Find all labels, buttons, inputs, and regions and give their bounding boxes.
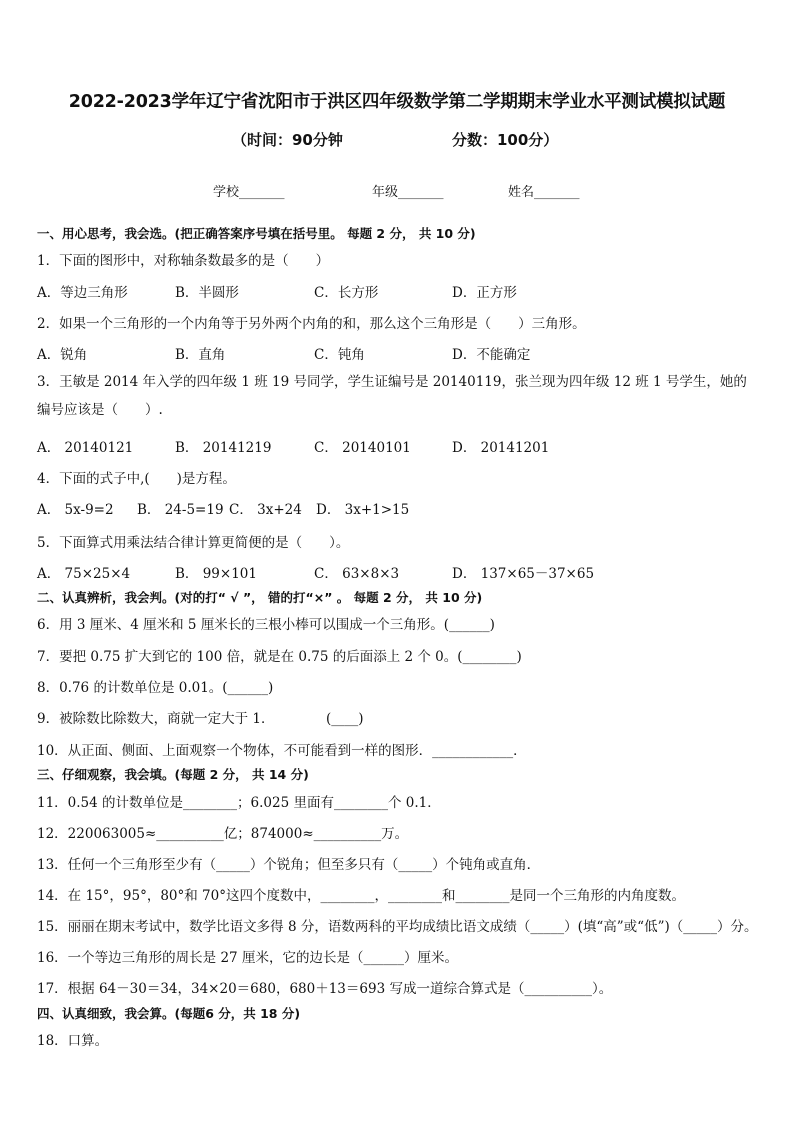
question-6: 6．用 3 厘米、4 厘米和 5 厘米长的三根小棒可以围成一个三角形。(______) — [37, 617, 495, 633]
question-2-option-b: B．直角 — [175, 347, 226, 363]
exam-time: （时间：90分钟 — [232, 131, 343, 149]
question-2-option-a: A．锐角 — [37, 347, 88, 363]
question-5-option-b: B． 99×101 — [175, 566, 257, 582]
question-5: 5．下面算式用乘法结合律计算更简便的是（ ）。 — [37, 535, 350, 551]
question-8: 8．0.76 的计数单位是 0.01。(______) — [37, 680, 274, 696]
question-5-option-a: A． 75×25×4 — [37, 566, 131, 582]
question-3-option-a: A． 20140121 — [37, 440, 134, 456]
section-3-heading: 三、仔细观察，我会填。(每题 2 分， 共 14 分) — [37, 767, 309, 782]
question-13: 13．任何一个三角形至少有（_____）个锐角；但至多只有（_____）个钝角或直角． — [37, 857, 541, 873]
section-4-heading: 四、认真细致，我会算。(每题6 分，共 18 分) — [37, 1006, 301, 1021]
question-9: 9．被除数比除数大，商就一定大于 1． (____) — [37, 711, 364, 727]
question-3-option-b: B． 20141219 — [175, 440, 272, 456]
question-1: 1．下面的图形中，对称轴条数最多的是（ ） — [37, 253, 330, 269]
question-16: 16．一个等边三角形的周长是 27 厘米，它的边长是（______）厘米。 — [37, 950, 458, 966]
question-2: 2．如果一个三角形的一个内角等于另外两个内角的和，那么这个三角形是（ ）三角形。 — [37, 316, 586, 332]
question-4-option-b: B． 24-5=19 — [137, 502, 224, 518]
question-5-option-d: D． 137×65－37×65 — [452, 566, 595, 582]
question-4: 4．下面的式子中,( )是方程。 — [37, 471, 236, 487]
name-field: 姓名_______ — [508, 185, 580, 200]
question-1-option-d: D．正方形 — [452, 285, 517, 301]
question-7: 7．要把 0.75 扩大到它的 100 倍，就是在 0.75 的后面添上 2 个 0。(________) — [37, 649, 522, 665]
question-3-option-c: C． 20140101 — [314, 440, 411, 456]
question-17: 17．根据 64－30＝34，34×20＝680，680＋13＝693 写成一道综合算式是（__________）。 — [37, 981, 613, 997]
question-3: 3．王敏是 2014 年入学的四年级 1 班 19 号同学，学生证编号是 20140119，张兰现为四年级 12 班 1 号学生，她的编号应该是（ ）. — [37, 374, 747, 418]
section-1-heading: 一、用心思考，我会选。(把正确答案序号填在括号里。 每题 2 分， 共 10 分) — [37, 226, 476, 241]
question-3-option-d: D． 20141201 — [452, 440, 550, 456]
section-2-heading: 二、认真辨析，我会判。(对的打“ √ ”， 错的打“×” 。 每题 2 分， 共 10 分) — [37, 590, 483, 605]
question-4-option-c: C． 3x+24 — [229, 502, 302, 518]
question-2-option-c: C．钝角 — [314, 347, 365, 363]
exam-title: 2022-2023学年辽宁省沈阳市于洪区四年级数学第二学期期末学业水平测试模拟试题 — [68, 92, 726, 112]
question-11: 11．0.54 的计数单位是________；6.025 里面有________个 0.1． — [37, 795, 441, 811]
question-14: 14．在 15°，95°，80°和 70°这四个度数中，________，________和________是同一个三角形的内角度数。 — [37, 888, 685, 904]
question-4-option-a: A． 5x-9=2 — [37, 502, 114, 518]
question-15: 15．丽丽在期末考试中，数学比语文多得 8 分，语数两科的平均成绩比语文成绩（_____）(填“高”或“低”)（_____）分。 — [37, 919, 758, 935]
grade-field: 年级_______ — [372, 185, 444, 200]
school-field: 学校_______ — [213, 185, 285, 200]
question-1-option-c: C．长方形 — [314, 285, 379, 301]
question-4-option-d: D． 3x+1>15 — [316, 502, 410, 518]
exam-score: 分数：100分） — [452, 131, 559, 149]
question-1-option-b: B．半圆形 — [175, 285, 239, 301]
question-10: 10．从正面、侧面、上面观察一个物体，不可能看到一样的图形．____________． — [37, 743, 527, 759]
question-12: 12．220063005≈__________亿；874000≈__________万。 — [37, 826, 409, 842]
question-2-option-d: D．不能确定 — [452, 347, 531, 363]
question-5-option-c: C． 63×8×3 — [314, 566, 400, 582]
question-18: 18．口算。 — [37, 1033, 109, 1049]
question-1-option-a: A．等边三角形 — [37, 285, 128, 301]
